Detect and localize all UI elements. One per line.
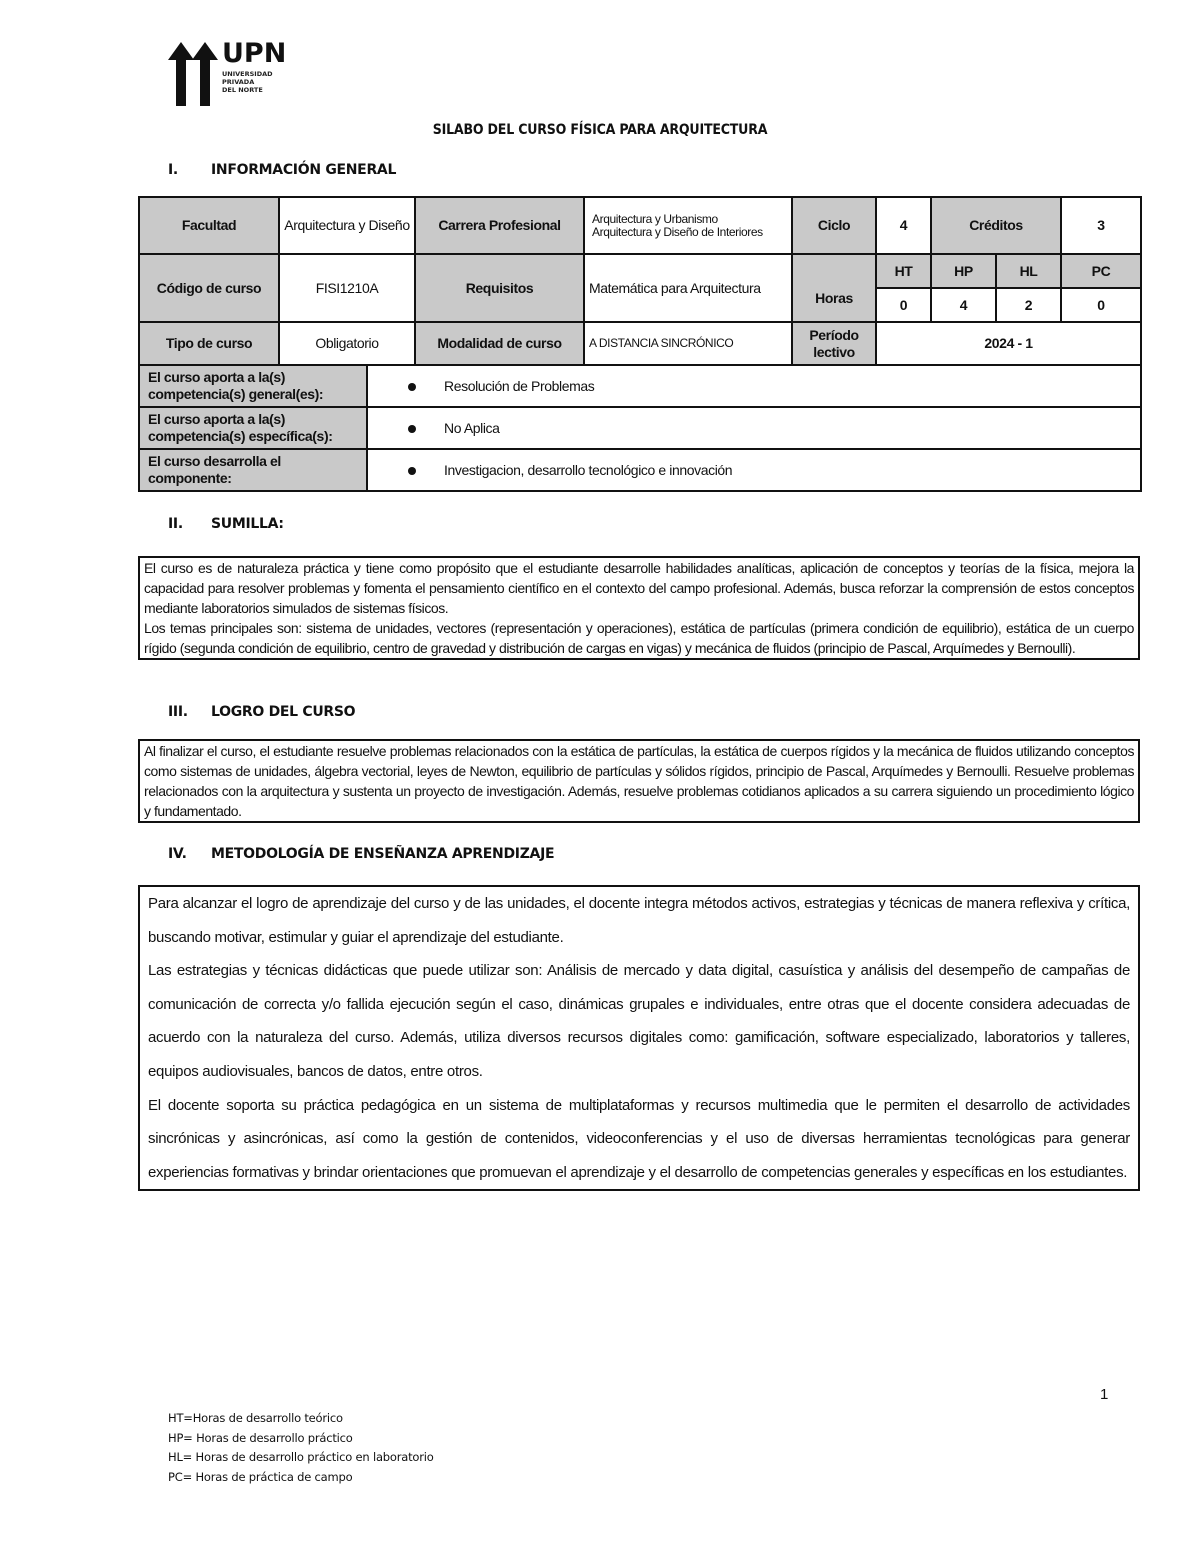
competencia-especifica-cell [367, 407, 1141, 449]
sumilla-paragraph-2: Los temas principales son: sistema de unidades, vectores (representación y operaciones), estática de partículas (primera condición de equilibrio), estática de un cuerpo rígido (segunda condición de equilibrio, centro de gravedad y distribución de cargas en vigas) y mecánica de fluidos (principio de Pascal, Arquímedes y Bernoulli). [144, 620, 1134, 656]
logo-subtitle-3: DEL NORTE [222, 86, 263, 94]
modalidad-value: A DISTANCIA SINCRÓNICO [584, 322, 792, 365]
componente-cell [367, 449, 1141, 491]
footnote-pc: PC= Horas de práctica de campo [168, 1469, 353, 1484]
hl-label: HL [996, 254, 1061, 288]
section-number: II. [168, 516, 183, 532]
carrera-label: Carrera Profesional [415, 197, 584, 254]
section-heading-1 [168, 162, 396, 178]
facultad-value: Arquitectura y Diseño [279, 197, 415, 254]
logro-box [138, 739, 1140, 823]
general-info-table [138, 196, 1142, 366]
section-title: INFORMACIÓN GENERAL [211, 162, 397, 178]
page-number: 1 [1100, 1386, 1109, 1403]
logo-subtitle-1: UNIVERSIDAD [222, 70, 273, 78]
section-heading-3 [168, 704, 355, 720]
componente-label: El curso desarrolla el componente: [139, 449, 367, 491]
carrera-value-1: Arquitectura y Urbanismo [592, 211, 718, 226]
codigo-value: FISI1210A [279, 254, 415, 322]
facultad-label: Facultad [139, 197, 279, 254]
bullet-icon [408, 467, 416, 475]
footnote-ht: HT=Horas de desarrollo teórico [168, 1411, 343, 1425]
bullet-icon [408, 425, 416, 433]
creditos-label: Créditos [931, 197, 1061, 254]
tipo-value: Obligatorio [279, 322, 415, 365]
section-title: SUMILLA: [211, 516, 284, 532]
horas-label: Horas [792, 254, 876, 322]
pc-label: PC [1061, 254, 1141, 288]
metodologia-paragraph-3: El docente soporta su práctica pedagógica en un sistema de multiplataformas y recursos multimedia que le permiten el desarrollo de actividades sincrónicas y asincrónicas, así como la gestión de contenidos, videoconferencias y el uso de diversas herramientas tecnológicas para generar experiencias formativas y brindar orientaciones que promuevan el aprendizaje y el desarrollo de competencias generales y específicas en los estudiantes. [148, 1096, 1130, 1181]
logo-name: UPN [222, 38, 287, 69]
modalidad-label: Modalidad de curso [415, 322, 584, 365]
metodologia-box [138, 885, 1140, 1191]
ht-label: HT [876, 254, 931, 288]
sumilla-box [138, 556, 1140, 660]
creditos-value: 3 [1061, 197, 1141, 254]
competencia-general-cell [367, 365, 1141, 407]
tipo-label: Tipo de curso [139, 322, 279, 365]
competencia-especifica-label: El curso aporta a la(s) competencia(s) específica(s): [139, 407, 367, 449]
carrera-value-2: Arquitectura y Diseño de Interiores [592, 224, 763, 239]
periodo-value: 2024 - 1 [876, 322, 1141, 365]
footnote-hl: HL= Horas de desarrollo práctico en laboratorio [168, 1450, 434, 1464]
ht-value: 0 [876, 288, 931, 322]
competencia-especifica-value: No Aplica [444, 419, 500, 436]
section-number: I. [168, 162, 178, 178]
section-number: III. [168, 704, 188, 720]
footnote-hp: HP= Horas de desarrollo práctico [168, 1430, 353, 1445]
competencias-table [138, 364, 1142, 492]
periodo-label: Período lectivo [792, 322, 876, 365]
section-heading-2 [168, 516, 284, 532]
competencia-general-label: El curso aporta a la(s) competencia(s) general(es): [139, 365, 367, 407]
document-title: SILABO DEL CURSO FÍSICA PARA ARQUITECTURA [432, 122, 768, 138]
logo-subtitle-2: PRIVADA [222, 78, 255, 86]
hp-label: HP [931, 254, 996, 288]
metodologia-paragraph-2: Las estrategias y técnicas didácticas que puede utilizar son: Análisis de mercado y data digital, casuística y análisis del desempeño de campañas de comunicación de correcta y/o fallida ejecución según el caso, dinámicas grupales e individuales, entre otras que el docente considera adecuadas de acuerdo con la naturaleza del curso. Además, utiliza diversos recursos digitales como: gamificación, software especializado, laboratorios y talleres, equipos audiovisuales, bancos de datos, entre otros. [148, 962, 1130, 1080]
bullet-icon [408, 383, 416, 391]
componente-value: Investigacion, desarrollo tecnológico e innovación [444, 461, 733, 478]
section-title: LOGRO DEL CURSO [211, 704, 356, 720]
ciclo-value: 4 [876, 197, 931, 254]
pc-value: 0 [1061, 288, 1141, 322]
metodologia-paragraph-1: Para alcanzar el logro de aprendizaje del curso y de las unidades, el docente integra métodos activos, estrategias y técnicas de manera reflexiva y crítica, buscando motivar, estimular y guiar el aprendizaje del estudiante. [148, 895, 1130, 946]
section-number: IV. [168, 846, 187, 862]
ciclo-label: Ciclo [792, 197, 876, 254]
sumilla-paragraph-1: El curso es de naturaleza práctica y tiene como propósito que el estudiante desarrolle habilidades analíticas, aplicación de conceptos y teorías de la física, mejora la capacidad para resolver problemas y fomenta el pensamiento científico en el contexto del campo profesional. Además, busca reforzar la comprensión de estos conceptos mediante laboratorios simulados de sistemas físicos. [144, 560, 1134, 616]
requisitos-value: Matemática para Arquitectura [584, 254, 792, 322]
hl-value: 2 [996, 288, 1061, 322]
logro-paragraph: Al finalizar el curso, el estudiante resuelve problemas relacionados con la estática de partículas, la estática de cuerpos rígidos y la mecánica de fluidos utilizando conceptos como sistemas de unidades, álgebra vectorial, leyes de Newton, equilibrio de partículas y sólidos rígidos, principio de Pascal, Arquímedes y Bernoulli. Resuelve problemas relacionados con la arquitectura y sustenta un proyecto de investigación. Además, resuelve problemas cotidianos aplicados a su carrera siguiendo un procedimiento lógico y fundamentado. [144, 743, 1134, 819]
codigo-label: Código de curso [139, 254, 279, 322]
logo-wordmark [222, 40, 286, 94]
footnotes [168, 1409, 434, 1487]
section-heading-4 [168, 846, 554, 862]
hp-value: 4 [931, 288, 996, 322]
carrera-value [584, 197, 792, 254]
requisitos-label: Requisitos [415, 254, 584, 322]
competencia-general-value: Resolución de Problemas [444, 377, 595, 394]
section-title: METODOLOGÍA DE ENSEÑANZA APRENDIZAJE [211, 846, 555, 862]
